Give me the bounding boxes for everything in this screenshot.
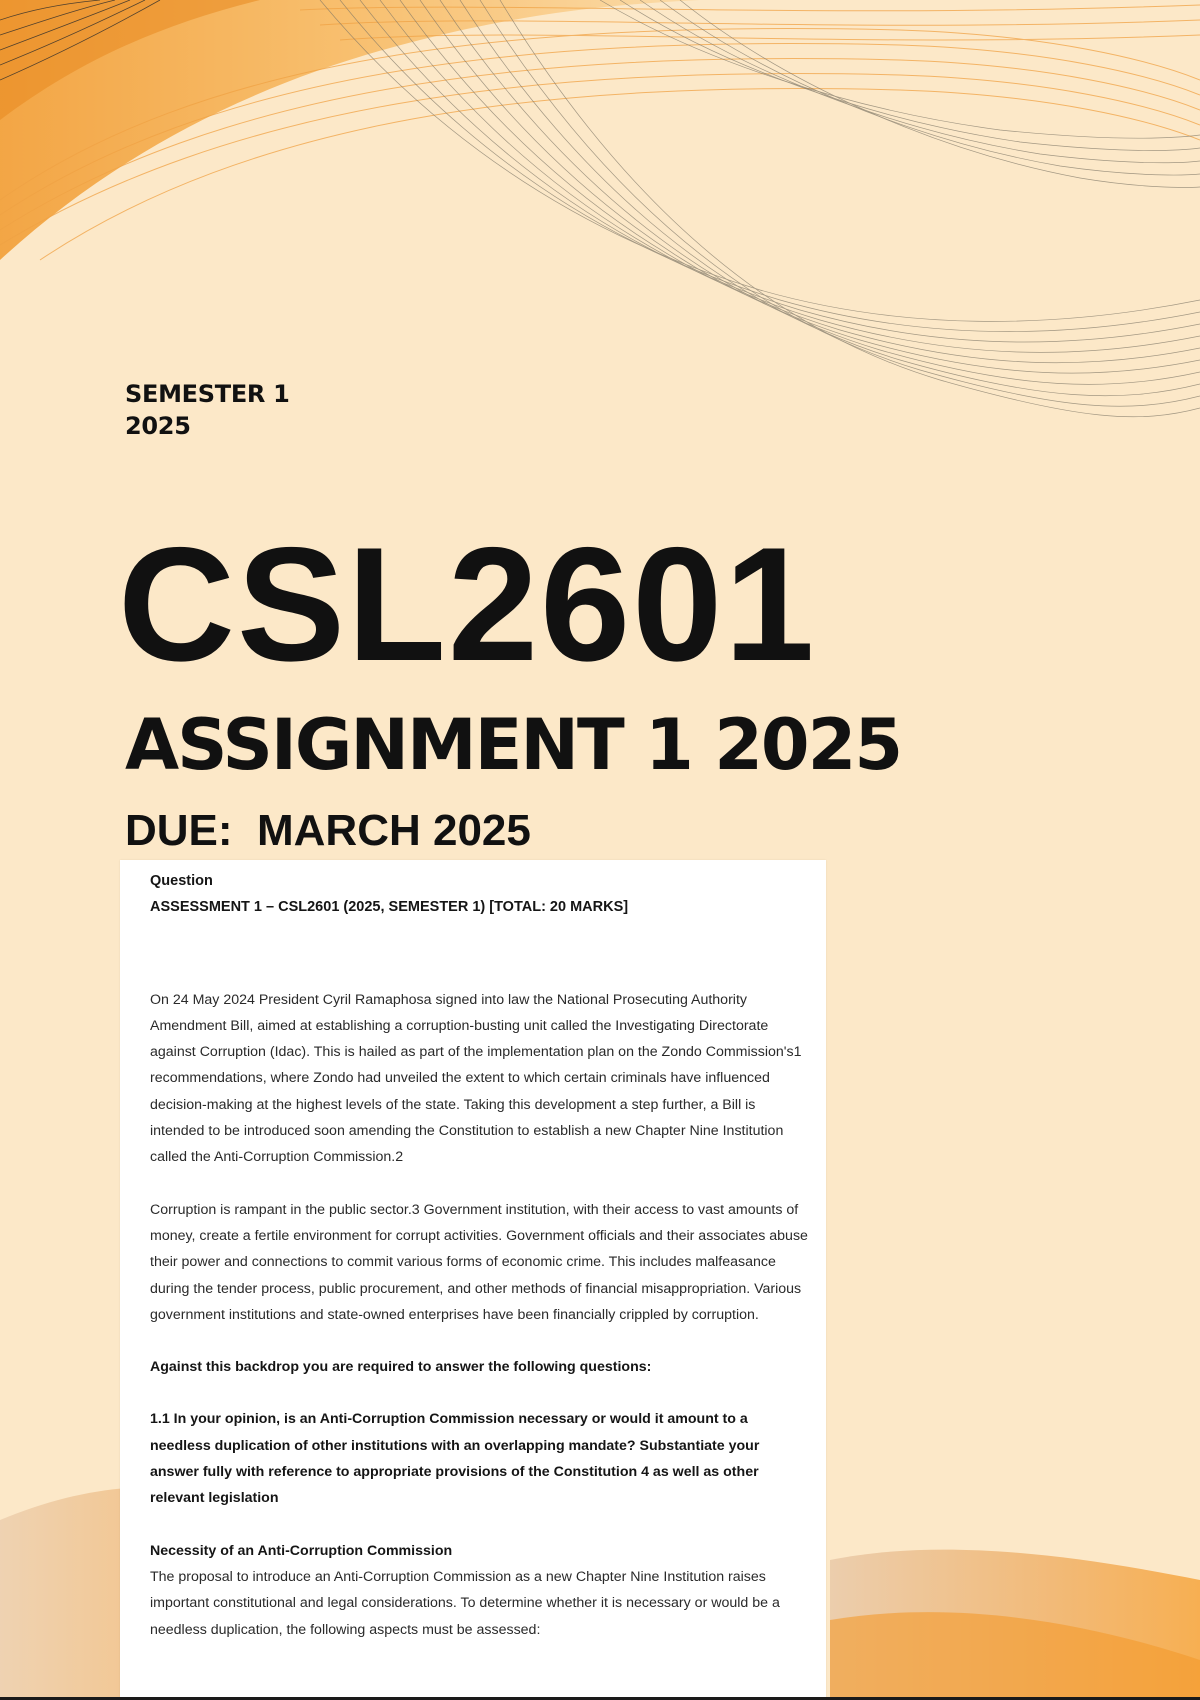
question-label: Question — [150, 873, 213, 889]
due-date: DUE: MARCH 2025 — [125, 806, 531, 855]
document-page-preview — [120, 860, 826, 1700]
course-code-title: CSL2601 — [118, 514, 817, 695]
assignment-title: ASSIGNMENT 1 2025 — [125, 704, 902, 786]
section-heading: Necessity of an Anti-Corruption Commission — [150, 1542, 453, 1559]
paragraph-2: Corruption is rampant in the public sector.3 Government institution, with their access to vast amounts of money, create a fertile environment for corrupt activities. Government officials and their associates abuse their power and connections to commit various forms of economic crime. This includes malfeasance during the tender process, public procurement, and other methods of financial misappropriation. Various government institutions and state-owned enterprises have been financially crippled by corruption. — [150, 1201, 808, 1323]
paragraph-1: On 24 May 2024 President Cyril Ramaphosa signed into law the National Prosecuting Authority Amendment Bill, aimed at establishing a corruption-busting unit called the Investigating Directorate against Corruption (Idac). This is hailed as part of the implementation plan on the Zondo Commission's1 recommendations, where Zondo had unveiled the extent to which certain criminals have influenced decision-making at the highest levels of the state. Taking this development a step further, a Bill is intended to be introduced soon amending the Constitution to establish a new Chapter Nine Institution called the Anti-Corruption Commission.2 — [150, 991, 802, 1166]
semester-year: 2025 — [125, 412, 191, 440]
assessment-title: ASSESSMENT 1 – CSL2601 (2025, SEMESTER 1) [TOTAL: 20 MARKS] — [150, 899, 629, 916]
document-body — [150, 868, 810, 1643]
semester-label — [125, 378, 290, 442]
question-1-1: 1.1 In your opinion, is an Anti-Corruption Commission necessary or would it amount to a needless duplication of other institutions with an overlapping mandate? Substantiate your answer fully with reference to appropriate provisions of the Constitution 4 as well as other relevant legislation — [150, 1411, 760, 1507]
instruction-text: Against this backdrop you are required to answer the following questions: — [150, 1359, 652, 1376]
section-text: The proposal to introduce an Anti-Corruption Commission as a new Chapter Nine Institution raises important constitutional and legal considerations. To determine whether it is necessary or would be a needless duplication, the following aspects must be assessed: — [150, 1568, 780, 1638]
semester-line: SEMESTER 1 — [125, 380, 290, 408]
